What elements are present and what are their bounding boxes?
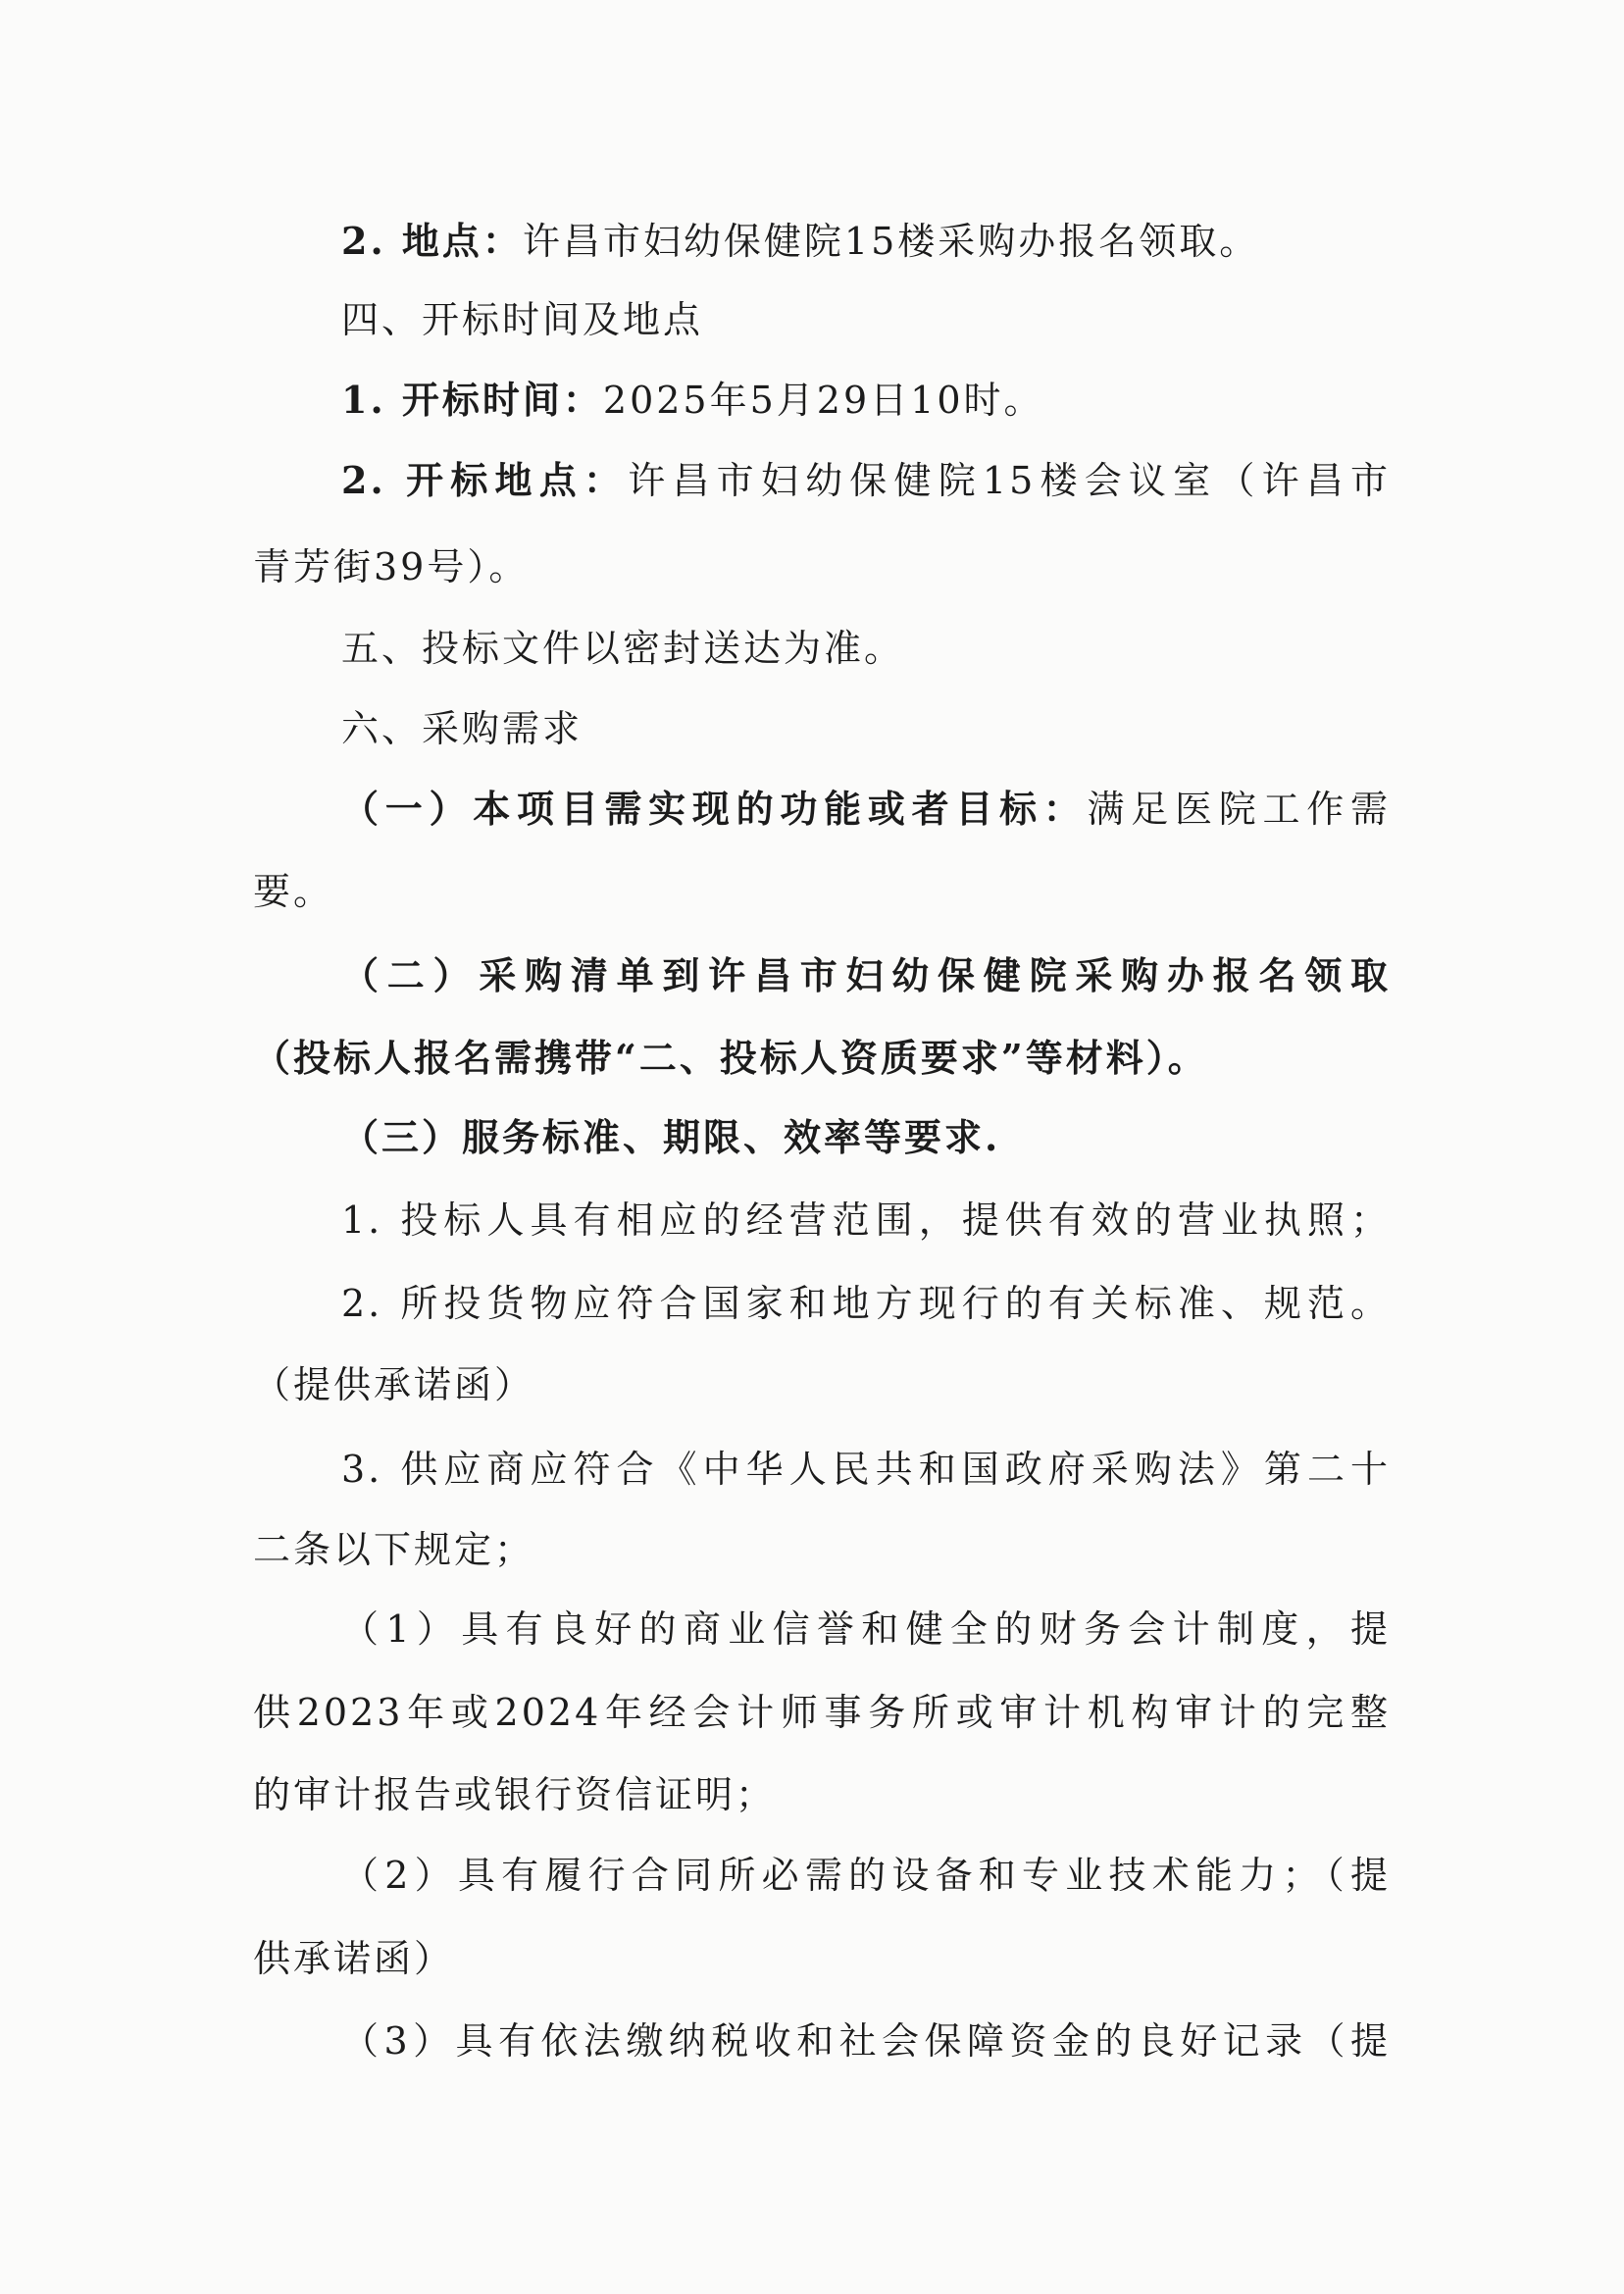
section-heading-bid-docs: 五、投标文件以密封送达为准。: [341, 627, 905, 670]
requirement-2-cont: （提供承诺函）: [253, 1363, 535, 1406]
opening-time-line: 1. 开标时间：2025年5月29日10时。: [341, 378, 1044, 422]
requirement-3-cont: 二条以下规定；: [253, 1528, 535, 1571]
section-heading-opening: 四、开标时间及地点: [341, 298, 704, 341]
service-standard-heading: （三）服务标准、期限、效率等要求.: [341, 1115, 1001, 1159]
function-goal-line: （一）本项目需实现的功能或者目标：满足医院工作需: [341, 787, 1391, 831]
purchase-list-line: （二）采购清单到许昌市妇幼保健院采购办报名领取: [341, 953, 1391, 997]
requirement-2: 2. 所投货物应符合国家和地方现行的有关标准、规范。: [341, 1282, 1391, 1325]
purchase-list-line-cont: （投标人报名需携带“二、投标人资质要求”等材料）。: [253, 1036, 1208, 1080]
clause-1-cont: 供2023年或2024年经会计师事务所或审计机构审计的完整: [253, 1691, 1391, 1734]
section-heading-requirements: 六、采购需求: [341, 707, 584, 750]
clause-3: （3）具有依法缴纳税收和社会保障资金的良好记录（提: [341, 2019, 1391, 2063]
opening-location-line: 2. 开标地点：许昌市妇幼保健院15楼会议室（许昌市: [341, 458, 1392, 502]
clause-2-cont: 供承诺函）: [253, 1937, 455, 1980]
function-goal-line-cont: 要。: [253, 870, 334, 913]
clause-2: （2）具有履行合同所必需的设备和专业技术能力；（提: [341, 1854, 1391, 1897]
clause-1-cont-2: 的审计报告或银行资信证明；: [253, 1773, 777, 1816]
requirement-1: 1. 投标人具有相应的经营范围，提供有效的营业执照；: [341, 1198, 1391, 1242]
clause-1: （1）具有良好的商业信誉和健全的财务会计制度，提: [341, 1607, 1391, 1651]
opening-location-line-cont: 青芳街39号）。: [253, 545, 530, 588]
location-line: 2. 地点：许昌市妇幼保健院15楼采购办报名领取。: [341, 219, 1260, 263]
requirement-3: 3. 供应商应符合《中华人民共和国政府采购法》第二十: [341, 1448, 1391, 1491]
